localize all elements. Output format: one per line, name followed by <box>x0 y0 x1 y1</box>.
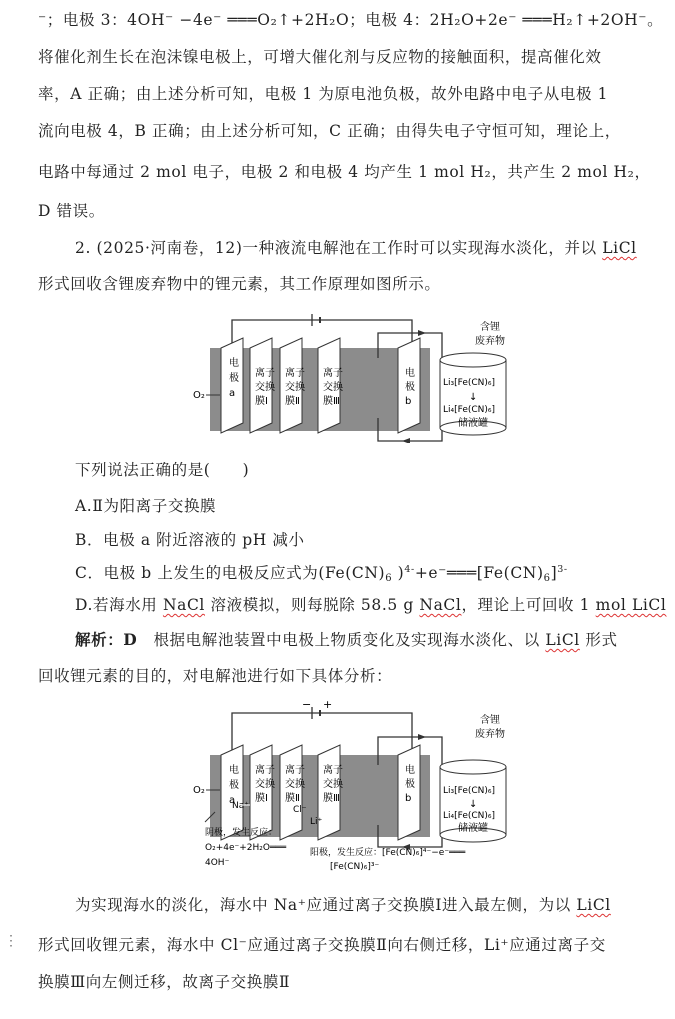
membrane-3-label-fig2-3: 膜Ⅲ <box>323 793 340 804</box>
waste-label-fig2-2: 废弃物 <box>475 729 505 740</box>
membrane-3-label-3: 膜Ⅲ <box>323 396 340 407</box>
tank-arrow: ↓ <box>469 392 478 403</box>
question-2-line-2: 形式回收含锂废弃物中的锂元素，其工作原理如图所示。 <box>38 275 441 293</box>
option-d: D.若海水用 NaCl 溶液模拟，则每脱除 58.5 g NaCl，理论上可回收 1 mol LiCl <box>75 596 667 614</box>
membrane-1-label-2: 交换 <box>255 382 275 393</box>
membrane-3-label-fig2-2: 交换 <box>323 779 343 790</box>
membrane-2-label-fig2-2: 交换 <box>285 779 305 790</box>
bottom-line-1: 为实现海水的淡化，海水中 Na⁺应通过离子交换膜Ⅰ进入最左侧，为以 LiCl <box>75 896 611 914</box>
electrode-a-label-3: a <box>229 388 236 399</box>
anode-note-1: 阳极，发生反应：[Fe(CN)₆]⁴⁻−e⁻═══ <box>310 848 466 858</box>
electrode-b-label-3: b <box>405 396 412 407</box>
text-line-5: 电路中每通过 2 mol 电子，电极 2 和电极 4 均产生 1 mol H₂，共产生 2 mol H₂， <box>38 163 651 181</box>
question-stem: 下列说法正确的是( ) <box>75 461 250 479</box>
waste-label-fig2: 含锂 <box>480 715 500 726</box>
option-b: B．电极 a 附近溶液的 pH 减小 <box>75 531 305 549</box>
electrode-b-label-2: 极 <box>405 382 415 393</box>
tank-arrow-fig2: ↓ <box>469 799 478 810</box>
membrane-1-label-fig2-2: 交换 <box>255 779 275 790</box>
tank-label: 储液罐 <box>458 418 488 429</box>
membrane-3-label-2: 交换 <box>323 382 343 393</box>
tank-compound-bottom: Li₄[Fe(CN)₆] <box>443 405 496 415</box>
o2-label: O₂ <box>193 390 205 401</box>
text-line-6: D 错误。 <box>38 202 105 220</box>
bottom-line-3: 换膜Ⅲ向左侧迁移，故离子交换膜Ⅱ <box>38 973 291 991</box>
option-c: C．电极 b 上发生的电极反应式为($Fe(CN)_6$ )$^{4-}+e^-═══[Fe(CN)_6]^{3-}$ <box>75 564 568 584</box>
minus-terminal: − <box>302 698 312 711</box>
plus-terminal: + <box>323 698 333 711</box>
text-line-2: 将催化剂生长在泡沫镍电极上，可增大催化剂与反应物的接触面积，提高催化效 <box>38 48 602 66</box>
electrode-a-label-fig2-3: a <box>229 795 236 806</box>
question-2-line-1: 2. (2025·河南卷，12)一种液流电解池在工作时可以实现海水淡化，并以 LiCl <box>75 239 637 257</box>
cl-ion-label: Cl⁻ <box>293 805 307 815</box>
tank-compound-top-fig2: Li₃[Fe(CN)₆] <box>443 786 496 796</box>
figure-2-diagram <box>0 697 675 882</box>
fade-overlay <box>300 965 675 1005</box>
electrode-b-label-fig2-3: b <box>405 793 412 804</box>
cathode-note-2: O₂+4e⁻+2H₂O═══ <box>205 843 287 853</box>
drag-handle[interactable]: ⋮ <box>4 933 18 949</box>
electrode-a-label-2: 极 <box>229 373 239 384</box>
o2-label-fig2: O₂ <box>193 785 205 796</box>
electrode-a-label-fig2: 电 <box>229 765 239 776</box>
waste-label: 含锂 <box>480 322 500 333</box>
waste-label-2: 废弃物 <box>475 336 505 347</box>
tank-compound-top: Li₃[Fe(CN)₆] <box>443 378 496 388</box>
electrode-a-label-fig2-2: 极 <box>229 780 239 791</box>
membrane-2-label-fig2-3: 膜Ⅱ <box>285 793 300 804</box>
li-ion-label: Li⁺ <box>310 817 323 827</box>
tank-label-fig2: 储液罐 <box>458 823 488 834</box>
cathode-note-3: 4OH⁻ <box>205 858 230 868</box>
membrane-2-label-2: 交换 <box>285 382 305 393</box>
na-ion-label: Na⁺ <box>232 801 249 811</box>
text-line-3: 率，A 正确；由上述分析可知，电极 1 为原电池负极，故外电路中电子从电极 1 <box>38 85 609 103</box>
electrode-b-label-fig2: 电 <box>405 765 415 776</box>
electrode-a-label: 电 <box>229 358 239 369</box>
analysis-line-2: 回收锂元素的目的，对电解池进行如下具体分析： <box>38 667 393 685</box>
membrane-2-label-3: 膜Ⅱ <box>285 396 300 407</box>
tank-compound-bottom-fig2: Li₄[Fe(CN)₆] <box>443 811 496 821</box>
electrode-b-label-fig2-2: 极 <box>405 779 415 790</box>
text-line-1: ⁻；电极 3：4OH⁻ −4e⁻ ═══O₂↑+2H₂O；电极 4：2H₂O+2e⁻ ═══H₂↑+2OH⁻。 <box>38 11 664 29</box>
text-line-4: 流向电极 4，B 正确；由上述分析可知，C 正确；由得失电子守恒可知，理论上， <box>38 122 621 140</box>
bottom-line-2: 形式回收锂元素，海水中 Cl⁻应通过离子交换膜Ⅱ向右侧迁移，Li⁺应通过离子交 <box>38 936 606 954</box>
membrane-1-label: 离子 <box>255 368 275 379</box>
membrane-1-label-fig2: 离子 <box>255 765 275 776</box>
membrane-3-label: 离子 <box>323 368 343 379</box>
electrode-b-label: 电 <box>405 368 415 379</box>
anode-note-2: [Fe(CN)₆]³⁻ <box>330 862 380 872</box>
option-a: A.Ⅱ为阳离子交换膜 <box>75 497 217 515</box>
membrane-1-label-fig2-3: 膜Ⅰ <box>255 793 268 804</box>
cathode-note-1: 阴极，发生反应： <box>205 828 278 838</box>
membrane-2-label: 离子 <box>285 368 305 379</box>
analysis-line-1: 解析：D 根据电解池装置中电极上物质变化及实现海水淡化、以 LiCl 形式 <box>75 630 618 649</box>
membrane-3-label-fig2: 离子 <box>323 765 343 776</box>
membrane-2-label-fig2: 离子 <box>285 765 305 776</box>
figure-1-diagram <box>0 308 675 443</box>
membrane-1-label-3: 膜Ⅰ <box>255 396 268 407</box>
